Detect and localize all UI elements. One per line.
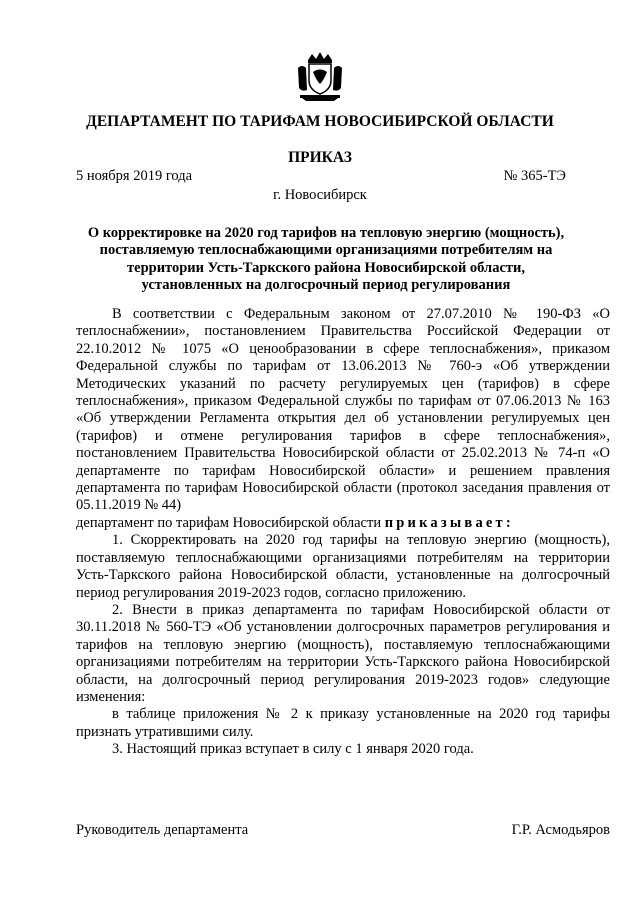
item-2: 2. Внести в приказ департамента по тарифам Новосибирской области от 30.11.2018 № 560-ТЭ «Об установлении долгосрочных параметров регулирования и тарифов на тепловую энергию (мощность), поставляемую теплоснабжающими организациями потребителям на территории Усть-Таркского района Новосибирской области, на долгосрочный период регулирования 2019-2023 годов» следующие изменения:	[76, 601, 610, 705]
signatory-name: Г.Р. Асмодьяров	[511, 822, 610, 838]
document-type: ПРИКАЗ	[288, 149, 352, 166]
order-date: 5 ноября 2019 года	[76, 168, 193, 184]
order-city: г. Новосибирск	[273, 187, 367, 203]
coat-of-arms-icon	[294, 50, 346, 102]
item-2-sub: в таблице приложения № 2 к приказу установленные на 2020 год тарифы признать утратившими силу.	[76, 706, 610, 740]
order-title: О корректировке на 2020 год тарифов на тепловую энергию (мощность), поставляемую теплоснабжающими организациями потребителям на территории Усть-Таркского района Новосибирской области, установленных на долгосрочный период регулирования	[87, 225, 565, 294]
item-1: 1. Скорректировать на 2020 год тарифы на тепловую энергию (мощность), поставляемую теплоснабжающими организациями потребителям на территории Усть-Таркского района Новосибирской области, установленные на долгосрочный период регулирования 2019-2023 годов, согласно приложению.	[76, 532, 610, 601]
order-lead-text: департамент по тарифам Новосибирской области	[76, 514, 382, 531]
preamble-paragraph: В соответствии с Федеральным законом от 27.07.2010 № 190-ФЗ «О теплоснабжении», постановлением Правительства Российской Федерации от 22.10.2012 № 1075 «О ценообразовании в сфере теплоснабжения», приказом Федеральной службы по тарифам от 13.06.2013 № 760-э «Об утверждении Методических указаний по расчету регулируемых цен (тарифов) в сфере теплоснабжения», приказом Федеральной службы по тарифам от 07.06.2013 № 163 «Об утверждении Регламента открытия дел об установлении регулируемых цен (тарифов) и отмене регулирования тарифов в сфере теплоснабжения», постановлением Правительства Новосибирской области от 25.02.2013 № 74-п «О департаменте по тарифам Новосибирской области» и решением правления департамента по тарифам Новосибирской области (протокол заседания правления от 05.11.2019 № 44)	[76, 306, 610, 514]
item-3: 3. Настоящий приказ вступает в силу с 1 января 2020 года.	[112, 741, 474, 758]
order-lead-paragraph	[76, 515, 610, 532]
department-heading: ДЕПАРТАМЕНТ ПО ТАРИФАМ НОВОСИБИРСКОЙ ОБЛАСТИ	[86, 113, 554, 130]
order-body	[76, 306, 610, 759]
order-word: приказывает:	[384, 514, 514, 531]
order-number: № 365-ТЭ	[503, 168, 566, 184]
signatory-position: Руководитель департамента	[76, 822, 249, 838]
